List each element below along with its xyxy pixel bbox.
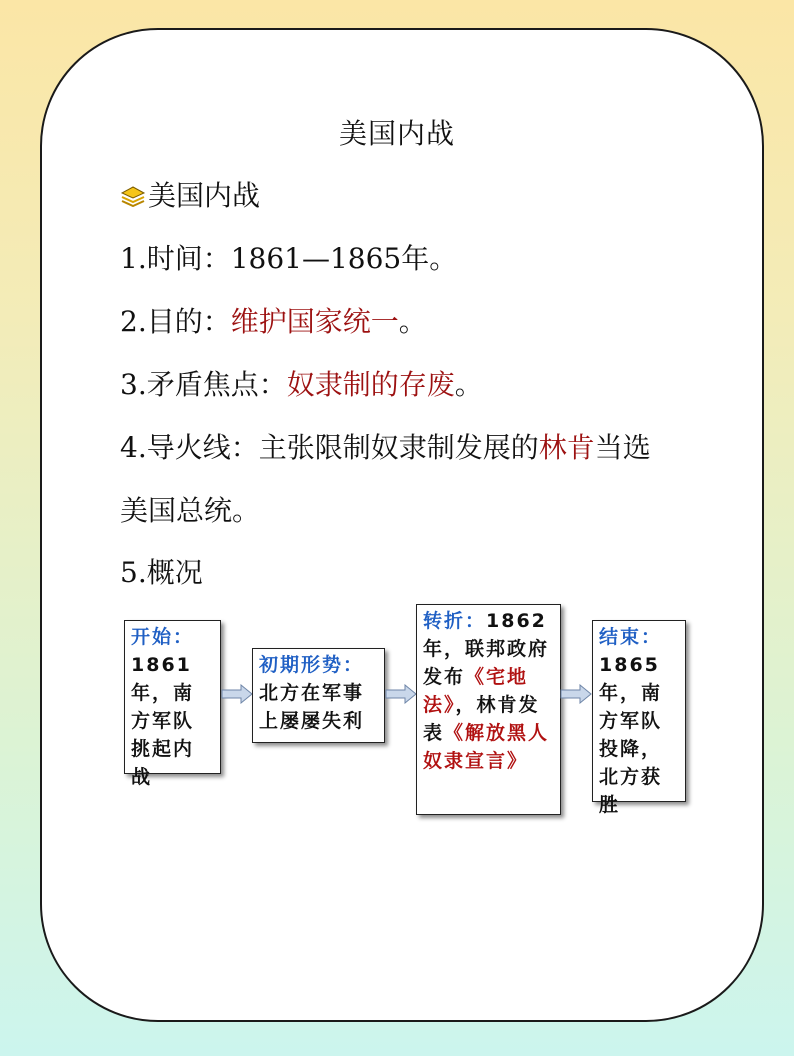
flow-box-turn [416,604,561,815]
item-trigger-lincoln: 林肯 [538,431,595,464]
flow-turn-text2: ，林肯发表 [423,694,540,744]
item-conflict-value: 奴隶制的存废 [286,368,455,401]
flow-arrow-2 [385,684,417,704]
item-time [120,237,457,277]
flow-arrow-3 [560,684,592,704]
flow-early-label: 初期形势： [259,654,365,676]
item-purpose [120,300,427,340]
flow-start-label: 开始： [131,626,195,648]
item-purpose-suffix: 。 [398,305,427,338]
item-overview: 5.概况 [120,556,203,589]
item-time-prefix: 1.时间： [120,242,231,275]
item-time-value: 1861—1865年。 [230,242,458,275]
layers-icon [120,185,146,207]
flow-turn-label: 转折： [423,610,487,632]
flow-turn-proclamation: 《解放黑人奴隶宣言》 [423,722,550,772]
flow-early-text: 北方在军事上屡屡失利 [259,682,365,732]
item-trigger-line2: 美国总统。 [120,494,261,527]
flow-start-text: 1861年，南方军队挑起内战 [131,654,195,788]
flow-arrow-1 [221,684,253,704]
flow-turn-law: 《宅地法》 [423,666,529,716]
section-heading [120,174,260,214]
item-trigger-prefix: 4.导火线：主张限制奴隶制发展的 [120,431,539,464]
section-heading-text: 美国内战 [148,179,261,212]
flow-box-early [252,648,385,743]
item-conflict-suffix: 。 [454,368,483,401]
flow-box-start [124,620,221,788]
item-trigger-suffix: 当选 [594,431,651,464]
item-conflict-prefix: 3.矛盾焦点： [120,368,287,401]
flow-box-end [592,620,686,816]
item-conflict [120,363,483,403]
item-purpose-prefix: 2.目的： [120,305,231,338]
flow-end-label: 结束： [599,626,663,648]
item-purpose-value: 维护国家统一 [230,305,399,338]
page-title: 美国内战 [338,117,455,150]
item-trigger [120,426,651,466]
flow-turn-text1: 1862年，联邦政府发布 [423,610,550,688]
flow-end-text: 1865年，南方军队投降，北方获胜 [599,654,663,816]
